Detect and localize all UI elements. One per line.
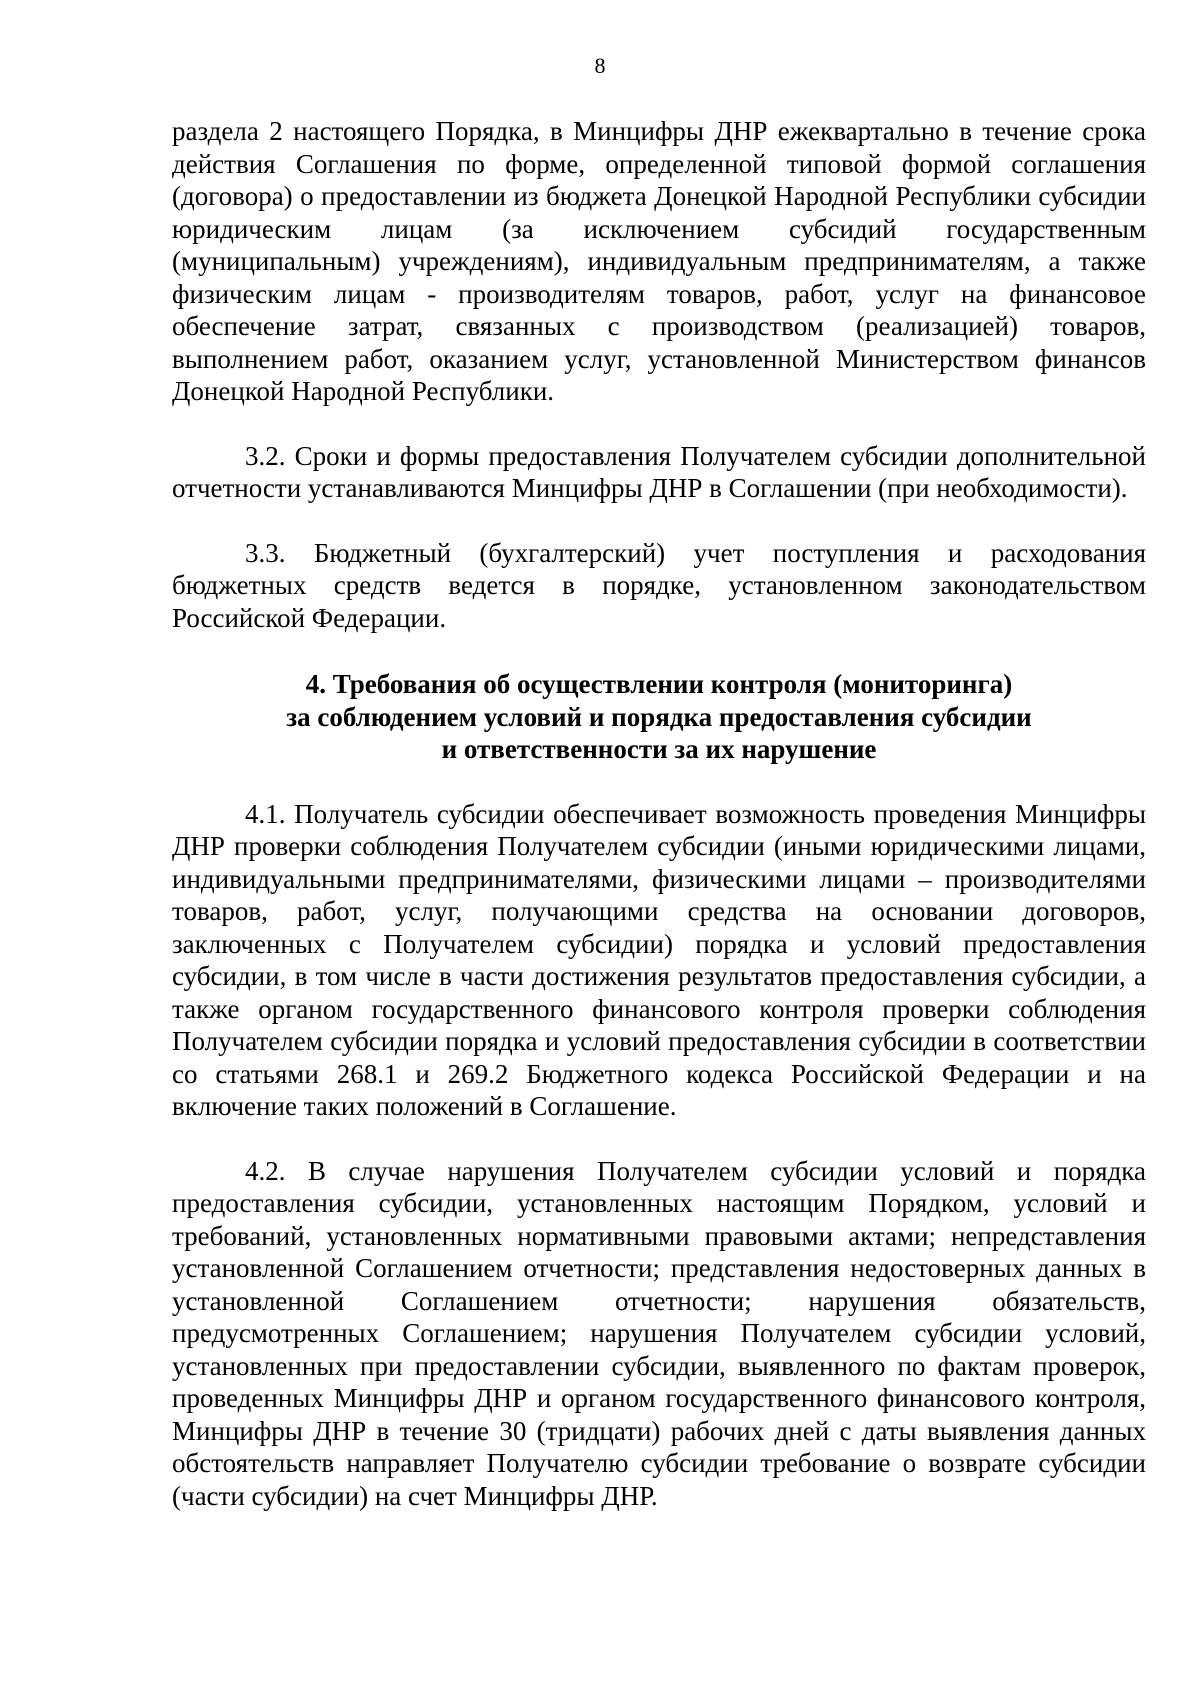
section-4-heading (172, 668, 1146, 766)
section-4-heading-line-2: за соблюдением условий и порядка предоставления субсидии (286, 701, 1032, 732)
section-4-heading-line-1: 4. Требования об осуществлении контроля (мониторинга) (305, 669, 1013, 699)
section-4-heading-line-3: и ответственности за их нарушение (441, 734, 877, 764)
paragraph-4-1: 4.1. Получатель субсидии обеспечивает возможность проведения Минцифры ДНР проверки соблюдения Получателем субсидии (иными юридическими лицами, индивидуальными предпринимателями, физическими лицами – производителями товаров, работ, услуг, получающими средства на основании договоров, заключенных с Получателем субсидии) порядка и условий предоставления субсидии, в том числе в части достижения результатов предоставления субсидии, а также органом государственного финансового контроля проверки соблюдения Получателем субсидии порядка и условий предоставления субсидии в соответствии со статьями 268.1 и 269.2 Бюджетного кодекса Российской Федерации и на включение таких положений в Соглашение. (172, 798, 1146, 1121)
page-number: 8 (594, 53, 606, 78)
paragraph-continuation: раздела 2 настоящего Порядка, в Минцифры ДНР ежеквартально в течение срока действия Соглашения по форме, определенной типовой формой соглашения (договора) о предоставлении из бюджета Донецкой Народной Республики субсидии юридическим лицам (за исключением субсидий государственным (муниципальным) учреждениям), индивидуальным предпринимателям, а также физическим лицам - производителям товаров, работ, услуг на финансовое обеспечение затрат, связанных с производством (реализацией) товаров, выполнением работ, оказанием услуг, установленной Министерством финансов Донецкой Народной Республики. (172, 116, 1146, 406)
document-body (172, 115, 1146, 1512)
paragraph-4-2: 4.2. В случае нарушения Получателем субсидии условий и порядка предоставления субсидии, установленных настоящим Порядком, условий и требований, установленных нормативными правовыми актами; непредставления установленной Соглашением отчетности; представления недостоверных данных в установленной Соглашением отчетности; нарушения обязательств, предусмотренных Соглашением; нарушения Получателем субсидии условий, установленных при предоставлении субсидии, выявленного по фактам проверок, проведенных Минцифры ДНР и органом государственного финансового контроля, Минцифры ДНР в течение 30 (тридцати) рабочих дней с даты выявления данных обстоятельств направляет Получателю субсидии требование о возврате субсидии (части субсидии) на счет Минцифры ДНР. (172, 1155, 1146, 1511)
paragraph-3-3: 3.3. Бюджетный (бухгалтерский) учет поступления и расходования бюджетных средств ведется в порядке, установленном законодательством Российской Федерации. (172, 537, 1146, 633)
paragraph-3-2: 3.2. Сроки и формы предоставления Получателем субсидии дополнительной отчетности устанавливаются Минцифры ДНР в Соглашении (при необходимости). (172, 440, 1146, 503)
